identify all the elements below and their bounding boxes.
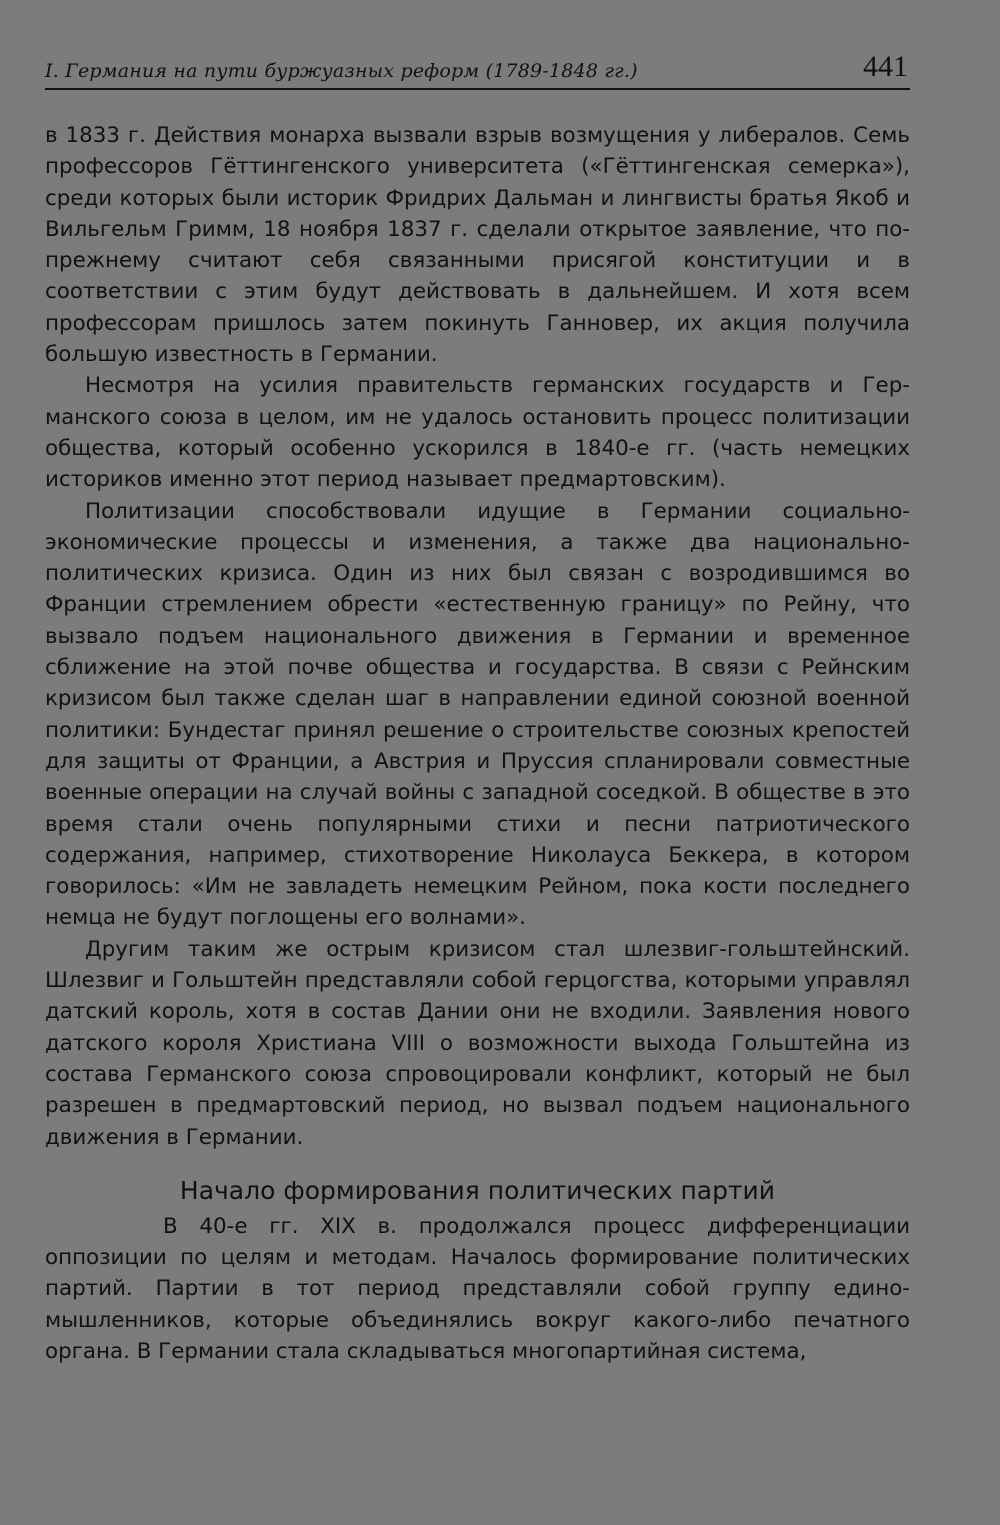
page-header — [45, 40, 910, 90]
paragraph-2: Несмотря на усилия правительств германских государств и Германского союза в целом, им не удалось остановить процесс политизации общества, который особенно ускорился в 1840-е гг. (часть немецких историков именно этот период называет предмартовским). — [45, 373, 910, 493]
book-page — [45, 40, 910, 1367]
paragraph-4: Другим таким же острым кризисом стал шлезвиг-гольштейнский. Шлезвиг и Гольштейн представляли собой герцогства, которыми управлял датский король, хотя в состав Дании они не входили. Заявления нового датского короля Христиана VIII о возможности выхода Гольштейна из состава Германского союза спровоцировали конфликт, который не был разрешен в предмартовский период, но вызвал подъем национального движения в Германии. — [45, 936, 910, 1150]
running-title: I. Германия на пути буржуазных реформ (1789-1848 гг.) — [45, 60, 638, 82]
paragraph-1: в 1833 г. Действия монарха вызвали взрыв возмущения у либералов. Семь профессоров Гёттингенского университета («Гёттингенская семерка»), среди которых были историк Фридрих Дальман и лингвисты братья Якоб и Вильгельм Гримм, 18 ноября 1837 г. сделали открытое заявление, что по-прежнему считают себя связанными присягой конституции и в соответствии с этим будут действовать в дальнейшем. И хотя всем профессорам пришлось затем покинуть Ганновер, их акция получила большую известность в Германии. — [45, 123, 910, 368]
main-text — [45, 120, 910, 1367]
section-heading: Начало формирования политических партий — [179, 1175, 776, 1205]
section-paragraph: В 40-е гг. XIX в. продолжался процесс дифференциации оппозиции по целям и методам. Началось формирование политических партий. Партии в тот период представляли собой группу единомышленников, которые объединялись вокруг какого-либо печатного органа. В Германии стала складываться многопартийная система, — [45, 1213, 910, 1364]
paragraph-3: Политизации способствовали идущие в Германии социально-экономические процессы и изменения, а также два национально-политических кризиса. Один из них был связан с возродившимся во Франции стремлением обрести «естественную границу» по Рейну, что вызвало подъем национального движения в Германии и временное сближение на этой почве общества и государства. В связи с Рейнским кризисом был также сделан шаг в направлении единой союзной военной политики: Бундестаг принял решение о строительстве союзных крепостей для защиты от Франции, а Австрия и Пруссия спланировали совместные военные операции на случай войны с западной соседкой. В обществе в это время стали очень популярными стихи и песни патриотического содержания, например, стихотворение Николауса Беккера, в котором говорилось: «Им не завладеть немецким Рейном, пока кости последнего немца не будут поглощены его волнами». — [45, 498, 910, 931]
page-number: 441 — [863, 50, 908, 83]
section-body — [45, 1211, 910, 1367]
